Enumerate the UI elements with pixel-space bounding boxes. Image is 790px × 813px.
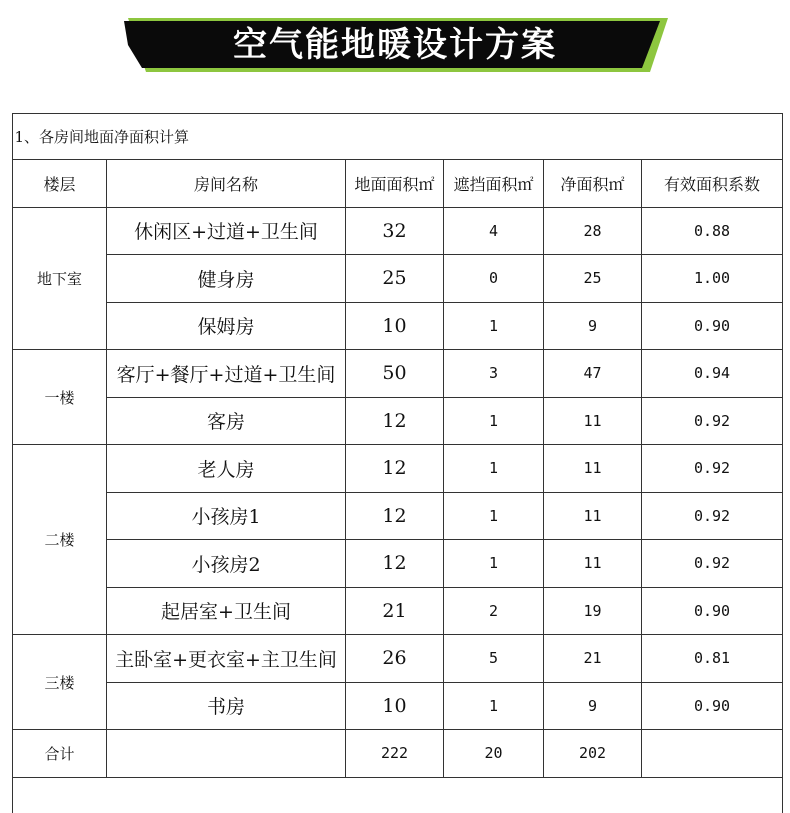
area-table (12, 113, 783, 778)
page-title: 空气能地暖设计方案 (233, 25, 557, 65)
room-name-cell: 起居室+卫生间 (107, 587, 346, 635)
blocked-cell: 1 (444, 540, 544, 588)
coef-cell: 0.90 (642, 682, 783, 730)
header-blocked-area: 遮挡面积㎡ (444, 160, 544, 208)
area-cell: 10 (346, 302, 444, 350)
section-row (13, 113, 783, 160)
blocked-cell: 2 (444, 587, 544, 635)
net-cell: 28 (544, 207, 642, 255)
area-cell: 12 (346, 397, 444, 445)
header-coefficient: 有效面积系数 (642, 160, 783, 208)
table-row (13, 635, 783, 683)
blocked-cell: 5 (444, 635, 544, 683)
table-row (13, 302, 783, 350)
net-cell: 11 (544, 492, 642, 540)
table-row (13, 350, 783, 398)
area-cell: 12 (346, 540, 444, 588)
area-cell: 10 (346, 682, 444, 730)
total-area: 222 (346, 730, 444, 778)
coef-cell: 0.81 (642, 635, 783, 683)
room-name-cell: 保姆房 (107, 302, 346, 350)
table-row (13, 445, 783, 493)
total-row (13, 730, 783, 778)
total-label: 合计 (13, 730, 107, 778)
table-row (13, 255, 783, 303)
coef-cell: 0.92 (642, 397, 783, 445)
coef-cell: 0.94 (642, 350, 783, 398)
net-cell: 47 (544, 350, 642, 398)
header-row (13, 160, 783, 208)
blocked-cell: 0 (444, 255, 544, 303)
area-cell: 25 (346, 255, 444, 303)
net-cell: 11 (544, 540, 642, 588)
table-row (13, 397, 783, 445)
room-name-cell: 客厅+餐厅+过道+卫生间 (107, 350, 346, 398)
area-cell: 12 (346, 492, 444, 540)
section-title: 1、各房间地面净面积计算 (13, 113, 783, 160)
room-name-cell: 老人房 (107, 445, 346, 493)
header-room-name: 房间名称 (107, 160, 346, 208)
net-cell: 21 (544, 635, 642, 683)
table-row (13, 492, 783, 540)
total-room-cell (107, 730, 346, 778)
coef-cell: 1.00 (642, 255, 783, 303)
room-name-cell: 休闲区+过道+卫生间 (107, 207, 346, 255)
total-coef (642, 730, 783, 778)
blocked-cell: 1 (444, 492, 544, 540)
floor-cell: 地下室 (13, 207, 107, 350)
table-row (13, 682, 783, 730)
room-name-cell: 小孩房1 (107, 492, 346, 540)
floor-cell: 三楼 (13, 635, 107, 730)
total-blocked: 20 (444, 730, 544, 778)
header-floor-area: 地面面积㎡ (346, 160, 444, 208)
net-cell: 19 (544, 587, 642, 635)
room-name-cell: 书房 (107, 682, 346, 730)
area-table-body (13, 113, 783, 777)
title-banner (0, 0, 790, 90)
coef-cell: 0.92 (642, 492, 783, 540)
blocked-cell: 3 (444, 350, 544, 398)
coef-cell: 0.88 (642, 207, 783, 255)
coef-cell: 0.92 (642, 540, 783, 588)
area-cell: 32 (346, 207, 444, 255)
net-cell: 11 (544, 445, 642, 493)
room-name-cell: 健身房 (107, 255, 346, 303)
header-floor: 楼层 (13, 160, 107, 208)
blocked-cell: 1 (444, 397, 544, 445)
room-name-cell: 主卧室+更衣室+主卫生间 (107, 635, 346, 683)
room-name-cell: 小孩房2 (107, 540, 346, 588)
blocked-cell: 1 (444, 302, 544, 350)
net-cell: 9 (544, 302, 642, 350)
floor-cell: 二楼 (13, 445, 107, 635)
area-cell: 12 (346, 445, 444, 493)
total-net: 202 (544, 730, 642, 778)
table-row (13, 587, 783, 635)
net-cell: 25 (544, 255, 642, 303)
area-cell: 21 (346, 587, 444, 635)
blocked-cell: 4 (444, 207, 544, 255)
header-net-area: 净面积㎡ (544, 160, 642, 208)
table-row (13, 540, 783, 588)
floor-cell: 一楼 (13, 350, 107, 445)
coef-cell: 0.92 (642, 445, 783, 493)
coef-cell: 0.90 (642, 302, 783, 350)
blocked-cell: 1 (444, 445, 544, 493)
net-cell: 9 (544, 682, 642, 730)
table-row (13, 207, 783, 255)
net-cell: 11 (544, 397, 642, 445)
blocked-cell: 1 (444, 682, 544, 730)
coef-cell: 0.90 (642, 587, 783, 635)
room-name-cell: 客房 (107, 397, 346, 445)
area-cell: 50 (346, 350, 444, 398)
area-cell: 26 (346, 635, 444, 683)
